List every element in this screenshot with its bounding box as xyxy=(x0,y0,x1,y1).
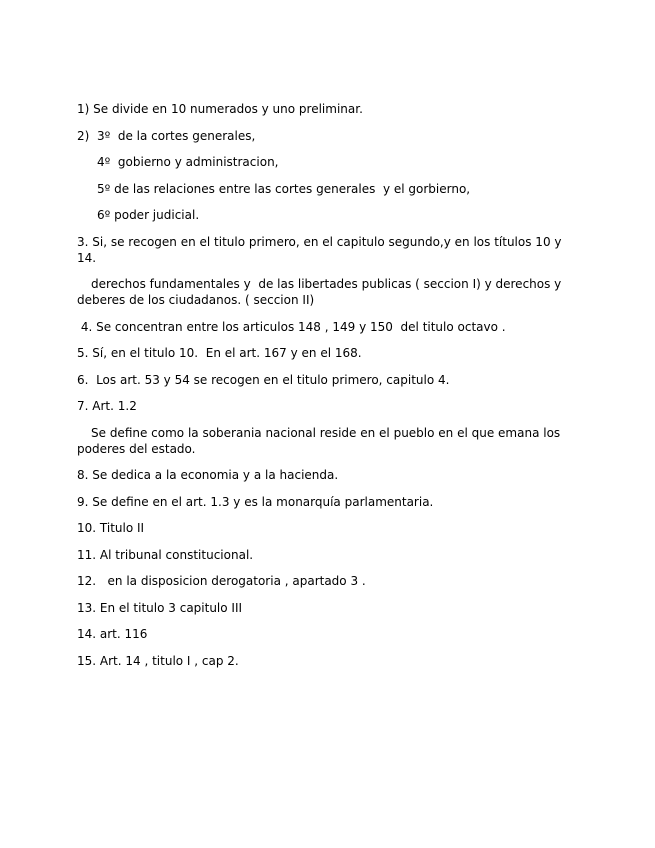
answer-3: 3. Si, se recogen en el titulo primero, en el capitulo segundo,y en los títulos 10 y 14. xyxy=(77,234,566,265)
answer-3-detail: derechos fundamentales y de las libertades publicas ( seccion I) y derechos y deberes de los ciudadanos. ( seccion II) xyxy=(77,277,566,307)
document-body xyxy=(77,101,577,679)
answer-5: 5. Sí, en el titulo 10. En el art. 167 y en el 168. xyxy=(77,346,362,360)
answer-14: 14. art. 116 xyxy=(77,627,148,641)
answer-2-sub-5: 5º de las relaciones entre las cortes generales y el gorbierno, xyxy=(97,181,471,196)
answer-12: 12. en la disposicion derogatoria , apartado 3 . xyxy=(77,574,366,588)
answer-8: 8. Se dedica a la economia y a la hacienda. xyxy=(77,468,339,482)
answer-4: 4. Se concentran entre los articulos 148 , 149 y 150 del titulo octavo . xyxy=(77,319,506,334)
answer-2-sub-6: 6º poder judicial. xyxy=(97,208,200,222)
answer-9: 9. Se define en el art. 1.3 y es la monarquía parlamentaria. xyxy=(77,494,434,509)
answer-11: 11. Al tribunal constitucional. xyxy=(77,547,254,562)
answer-10: 10. Titulo II xyxy=(77,521,145,535)
answer-2: 2) 3º de la cortes generales, xyxy=(77,128,256,143)
answer-15: 15. Art. 14 , titulo I , cap 2. xyxy=(77,653,239,668)
answer-7-detail: Se define como la soberania nacional reside en el pueblo en el que emana los poderes del estado. xyxy=(77,425,564,456)
answer-7: 7. Art. 1.2 xyxy=(77,399,137,413)
answer-2-sub-4: 4º gobierno y administracion, xyxy=(97,155,279,169)
answer-1: 1) Se divide en 10 numerados y uno preliminar. xyxy=(77,102,363,116)
answer-13: 13. En el titulo 3 capitulo III xyxy=(77,600,243,615)
answer-6: 6. Los art. 53 y 54 se recogen en el titulo primero, capitulo 4. xyxy=(77,372,450,387)
